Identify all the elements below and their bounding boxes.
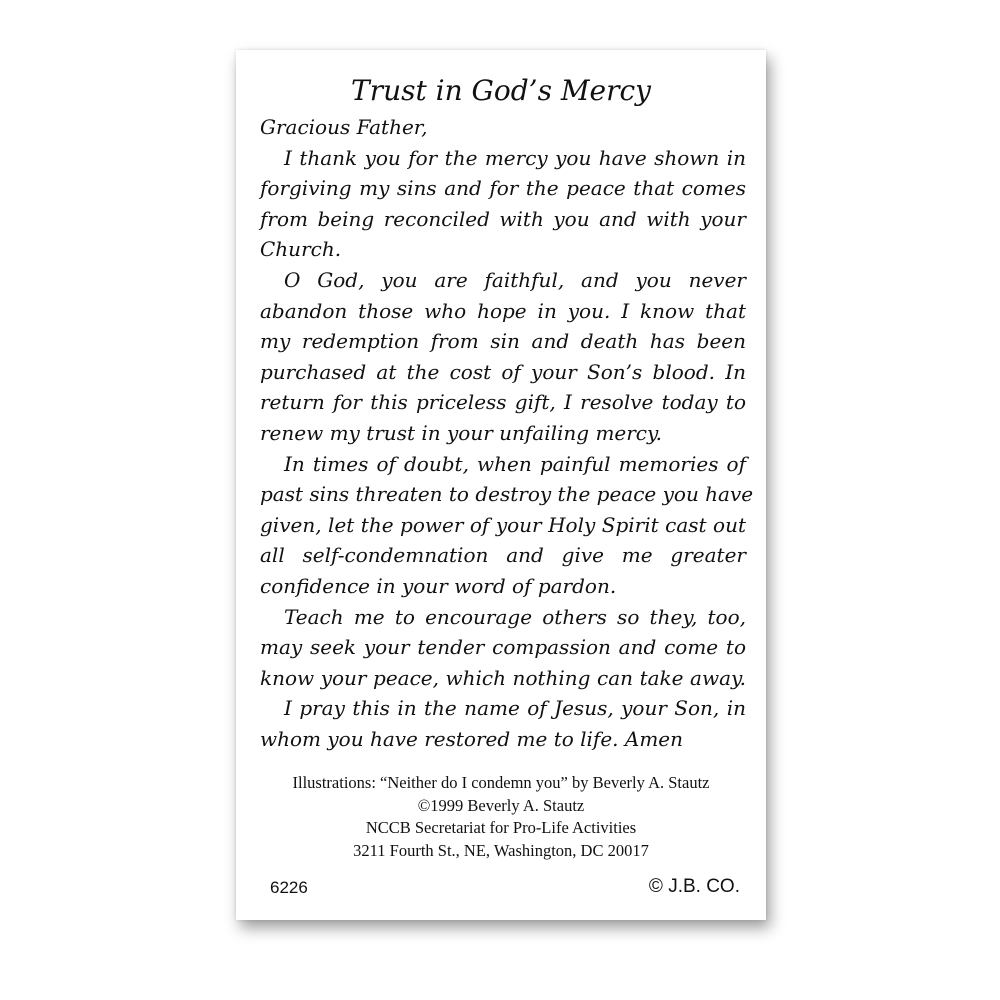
prayer-paragraph-5 (260, 693, 746, 754)
prayer-line: O God, you are faithful, and you never (284, 267, 746, 292)
salutation: Gracious Father, (260, 115, 428, 139)
prayer-title: Trust in God’s Mercy (351, 74, 651, 107)
prayer-line: In times of doubt, when painful memories of (284, 451, 746, 476)
publisher-copyright: © J.B. CO. (648, 876, 740, 897)
prayer-paragraph-4 (260, 602, 746, 694)
prayer-line: my redemption from sin and death has been (260, 329, 746, 354)
credit-line-address: 3211 Fourth St., NE, Washington, DC 20017 (353, 840, 649, 860)
prayer-paragraph-3 (260, 449, 754, 602)
prayer-line: I thank you for the mercy you have shown in (284, 145, 746, 170)
credit-line-illustrations: Illustrations: “Neither do I condemn you” by Beverly A. Stautz (292, 773, 710, 792)
prayer-line: renew my trust in your unfailing mercy. (260, 420, 663, 445)
prayer-line: Teach me to encourage others so they, too, (284, 604, 746, 629)
credit-line-organization: NCCB Secretariat for Pro-Life Activities (365, 818, 637, 837)
credit-line-copyright: ©1999 Beverly A. Stautz (417, 795, 585, 815)
prayer-line: know your peace, which nothing can take away. (260, 665, 746, 690)
credits-block (236, 772, 766, 862)
prayer-line: I pray this in the name of Jesus, your Son, in (284, 696, 746, 721)
prayer-card (236, 50, 766, 920)
prayer-line: Church. (260, 237, 342, 262)
prayer-line: given, let the power of your Holy Spirit cast out (260, 512, 746, 537)
prayer-text (260, 112, 754, 754)
prayer-line: return for this priceless gift, I resolve today to (260, 390, 746, 415)
prayer-paragraph-1 (260, 143, 746, 265)
prayer-line: all self-condemnation and give me greater (260, 543, 746, 568)
prayer-line: from being reconciled with you and with your (260, 206, 746, 231)
product-code: 6226 (270, 878, 308, 897)
prayer-paragraph-2 (260, 265, 746, 449)
prayer-line: may seek your tender compassion and come to (260, 635, 746, 660)
prayer-line: whom you have restored me to life. Amen (260, 726, 683, 751)
prayer-line: confidence in your word of pardon. (260, 573, 617, 598)
prayer-line: past sins threaten to destroy the peace you have (260, 482, 754, 507)
prayer-line: purchased at the cost of your Son’s blood. In (260, 359, 746, 384)
prayer-line: abandon those who hope in you. I know that (260, 298, 746, 323)
prayer-line: forgiving my sins and for the peace that comes (260, 176, 746, 201)
